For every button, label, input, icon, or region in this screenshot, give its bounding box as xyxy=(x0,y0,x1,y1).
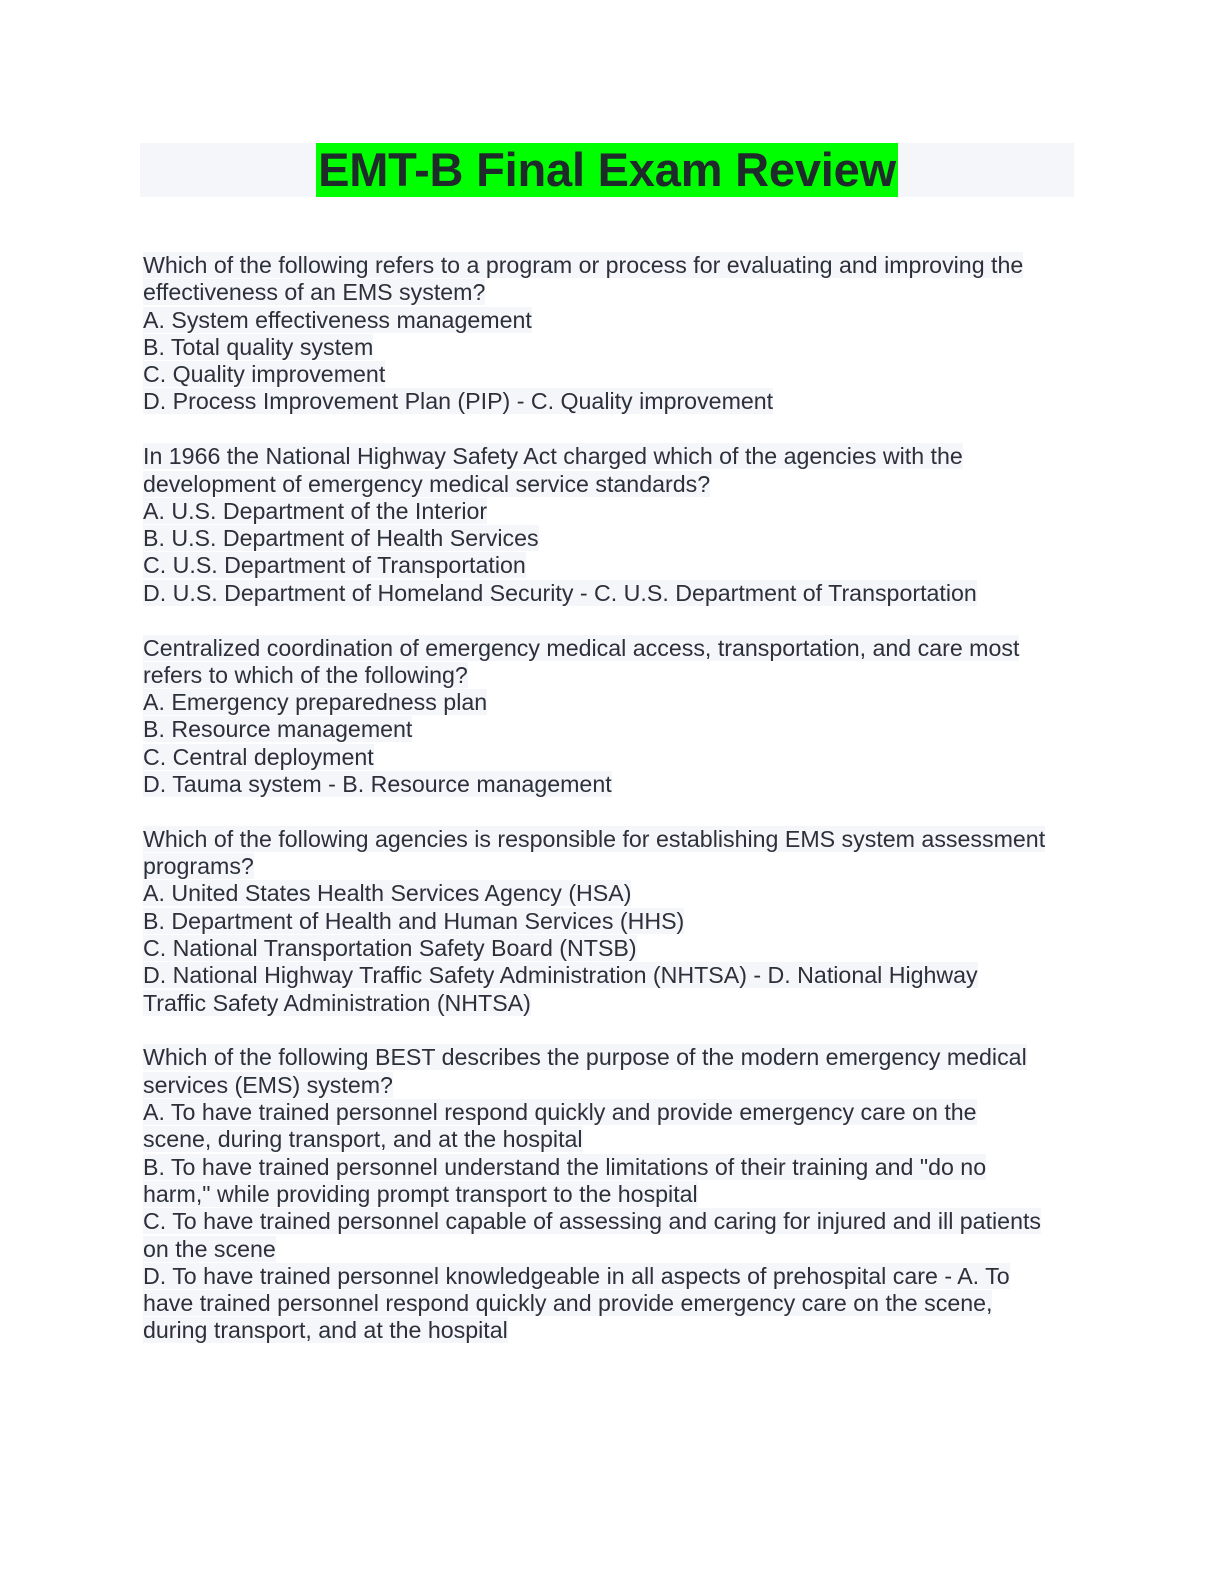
answer-option-with-key: during transport, and at the hospital xyxy=(143,1317,508,1344)
answer-option: harm," while providing prompt transport to the hospital xyxy=(143,1180,698,1207)
answer-option: A. System effectiveness management xyxy=(143,306,532,333)
page-title: EMT-B Final Exam Review xyxy=(318,143,896,196)
answer-option: A. United States Health Services Agency (HSA) xyxy=(143,880,632,907)
answer-option: B. To have trained personnel understand the limitations of their training and "do no xyxy=(143,1153,987,1180)
question-block-4 xyxy=(143,826,1083,1017)
question-text-line: programs? xyxy=(143,853,254,880)
answer-option: C. National Transportation Safety Board (NTSB) xyxy=(143,935,637,962)
question-text-line: effectiveness of an EMS system? xyxy=(143,279,486,306)
answer-option: on the scene xyxy=(143,1235,276,1262)
question-block-3 xyxy=(143,635,1083,799)
question-block-1 xyxy=(143,252,1083,416)
answer-option: A. To have trained personnel respond quickly and provide emergency care on the xyxy=(143,1099,977,1126)
question-text-line: development of emergency medical service standards? xyxy=(143,470,711,497)
question-list xyxy=(143,252,1083,1372)
question-block-5 xyxy=(143,1044,1083,1344)
answer-option: A. Emergency preparedness plan xyxy=(143,689,488,716)
answer-option: B. Department of Health and Human Services (HHS) xyxy=(143,907,685,934)
answer-option: scene, during transport, and at the hospital xyxy=(143,1126,583,1153)
answer-option-with-key: D. U.S. Department of Homeland Security - C. U.S. Department of Transportation xyxy=(143,579,977,606)
answer-option: B. Resource management xyxy=(143,716,413,743)
question-text-line: Centralized coordination of emergency medical access, transportation, and care most xyxy=(143,634,1020,661)
answer-option: C. Quality improvement xyxy=(143,361,386,388)
answer-option-with-key: D. Tauma system - B. Resource management xyxy=(143,771,612,798)
answer-option-with-key: D. Process Improvement Plan (PIP) - C. Quality improvement xyxy=(143,388,774,415)
answer-option: B. U.S. Department of Health Services xyxy=(143,525,539,552)
answer-option: C. Central deployment xyxy=(143,743,374,770)
question-text-line: refers to which of the following? xyxy=(143,661,468,688)
question-block-2 xyxy=(143,443,1083,607)
question-text-line: Which of the following refers to a program or process for evaluating and improving the xyxy=(143,252,1024,278)
answer-option: B. Total quality system xyxy=(143,333,374,360)
question-text-line: services (EMS) system? xyxy=(143,1071,393,1098)
question-text-line: Which of the following BEST describes the purpose of the modern emergency medical xyxy=(143,1044,1027,1071)
question-text-line: In 1966 the National Highway Safety Act charged which of the agencies with the xyxy=(143,443,963,470)
answer-option-with-key: D. To have trained personnel knowledgeable in all aspects of prehospital care - A. To xyxy=(143,1262,1010,1289)
answer-option: A. U.S. Department of the Interior xyxy=(143,497,488,524)
question-text-line: Which of the following agencies is responsible for establishing EMS system assessment xyxy=(143,825,1046,852)
answer-option: C. To have trained personnel capable of assessing and caring for injured and ill patients xyxy=(143,1208,1042,1235)
answer-option-with-key: have trained personnel respond quickly and provide emergency care on the scene, xyxy=(143,1290,993,1317)
answer-option-with-key: D. National Highway Traffic Safety Administration (NHTSA) - D. National Highway xyxy=(143,962,978,989)
answer-option: C. U.S. Department of Transportation xyxy=(143,552,526,579)
answer-option-with-key: Traffic Safety Administration (NHTSA) xyxy=(143,989,531,1016)
title-band xyxy=(140,143,1074,197)
